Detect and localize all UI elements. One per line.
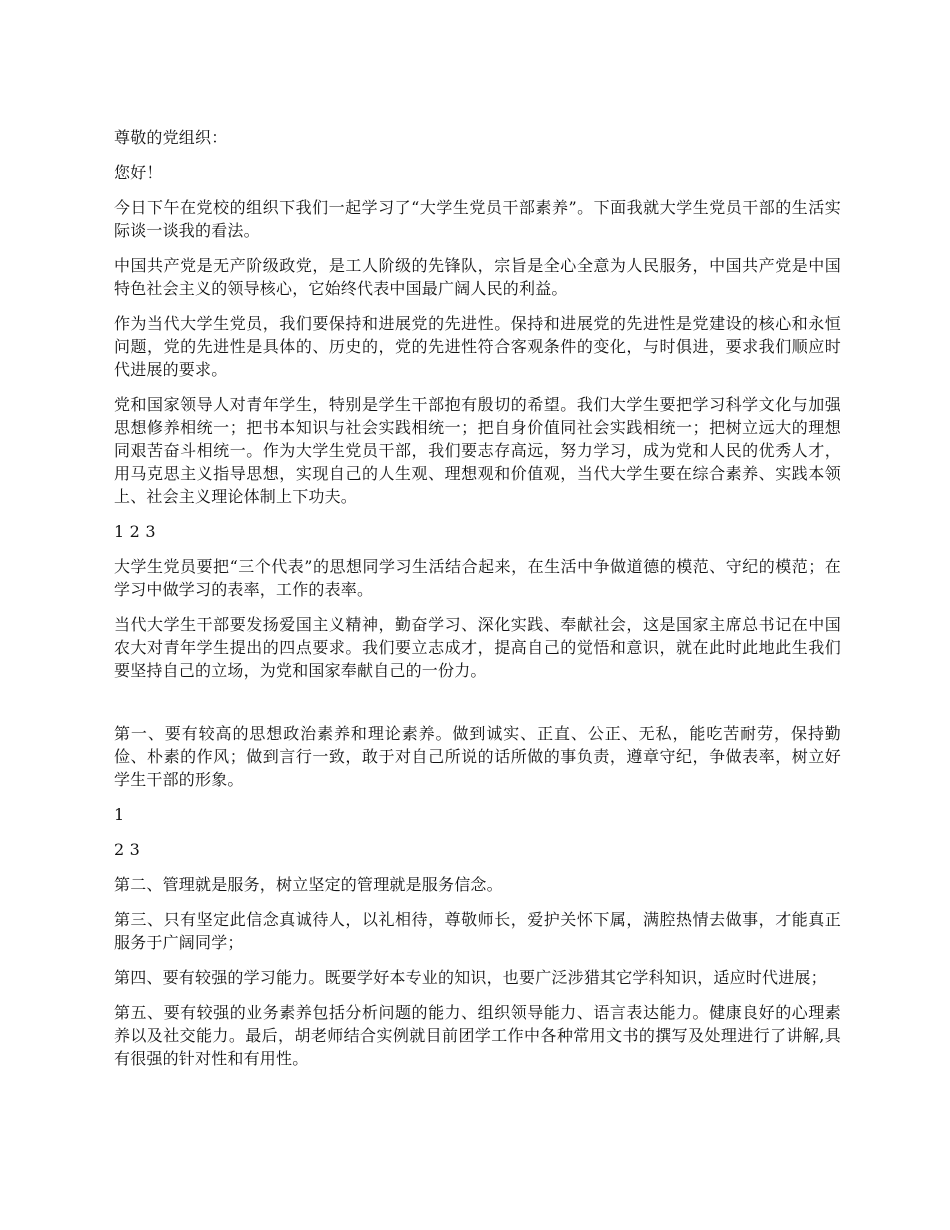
paragraph: 1 2 3 [114,522,156,541]
paragraph: 第二、管理就是服务，树立坚定的管理就是服务信念。 [114,875,503,894]
paragraph: 大学生党员要把“三个代表”的思想同学习生活结合起来，在生活中争做道德的模范、守纪的模范；在学习中做学习的表率，工作的表率。 [114,557,841,599]
paragraph: 党和国家领导人对青年学生，特别是学生干部抱有殷切的希望。我们大学生要把学习科学文化与加强思想修养相统一；把书本知识与社会实践相统一；把自身价值同社会实践相统一；把树立远大的理想同艰苦奋斗相统一。作为大学生党员干部，我们要志存高远，努力学习，成为党和人民的优秀人才，用马克思主义指导思想，实现自己的人生观、理想观和价值观，当代大学生要在综合素养、实践本领上、社会主义理论体制上下功夫。 [114,395,841,506]
paragraph: 2 3 [114,840,141,859]
document-body [114,126,841,1082]
paragraph: 第四、要有较强的学习能力。既要学好本专业的知识，也要广泛涉猎其它学科知识，适应时代进展； [114,968,827,987]
paragraph: 第五、要有较强的业务素养包括分析问题的能力、组织领导能力、语言表达能力。健康良好的心理素养以及社交能力。最后，胡老师结合实例就目前团学工作中各种常用文书的撰写及处理进行了讲解,具有很强的针对性和有用性。 [114,1003,841,1068]
greeting: 您好！ [114,163,163,182]
paragraph: 第一、要有较高的思想政治素养和理论素养。做到诚实、正直、公正、无私，能吃苦耐劳，保持勤俭、朴素的作风；做到言行一致，敢于对自己所说的话所做的事负责，遵章守纪，争做表率，树立好学生干部的形象。 [114,724,841,789]
paragraph: 当代大学生干部要发扬爱国主义精神，勤奋学习、深化实践、奉献社会，这是国家主席总书记在中国农大对青年学生提出的四点要求。我们要立志成才，提高自己的觉悟和意识，就在此时此地此生我们要坚持自己的立场，为党和国家奉献自己的一份力。 [114,615,841,680]
paragraph: 第三、只有坚定此信念真诚待人，以礼相待，尊敬师长，爱护关怀下属，满腔热情去做事，才能真正服务于广阔同学； [114,910,841,952]
paragraph: 今日下午在党校的组织下我们一起学习了“大学生党员干部素养”。下面我就大学生党员干部的生活实际谈一谈我的看法。 [114,198,841,240]
paragraph: 中国共产党是无产阶级政党，是工人阶级的先锋队，宗旨是全心全意为人民服务，中国共产党是中国特色社会主义的领导核心，它始终代表中国最广阔人民的利益。 [114,256,841,298]
salutation: 尊敬的党组织： [114,128,228,147]
paragraph: 1 [114,805,125,824]
paragraph: 作为当代大学生党员，我们要保持和进展党的先进性。保持和进展党的先进性是党建设的核心和永恒问题，党的先进性是具体的、历史的，党的先进性符合客观条件的变化，与时俱进，要求我们顺应时代进展的要求。 [114,314,841,379]
